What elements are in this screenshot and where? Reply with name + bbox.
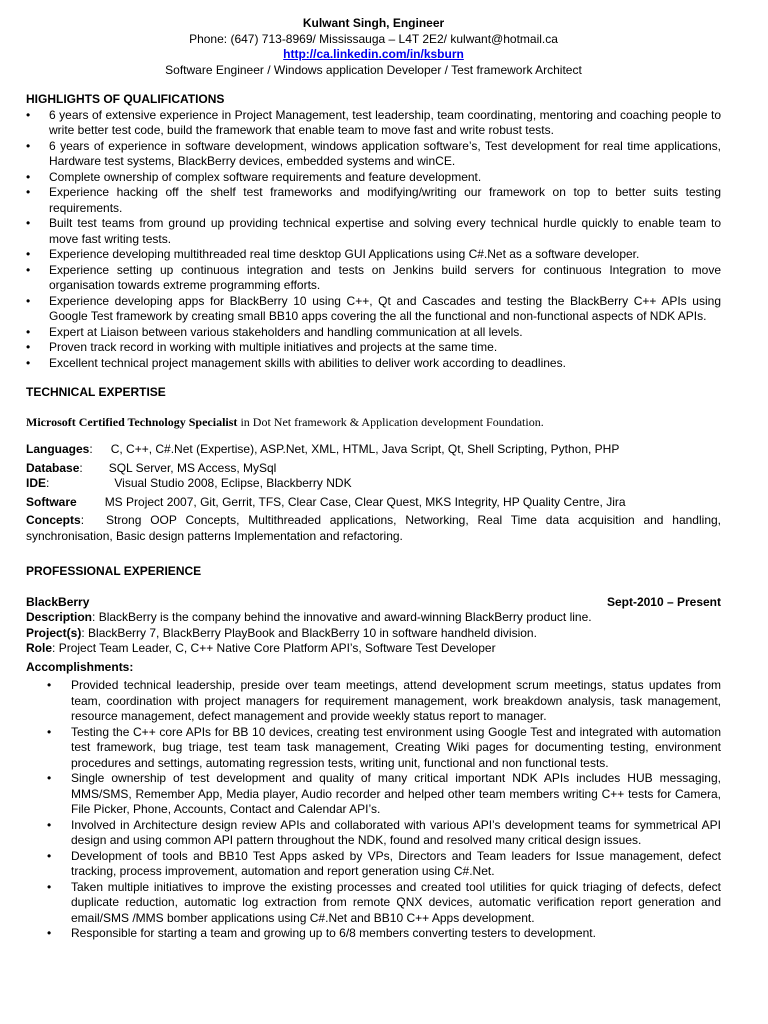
- list-item: • Taken multiple initiatives to improve the existing processes and created tool utilities for quick triaging of defects, defect duplicate reduction, automatic log extraction from remote QNX devices, automatic verification report generation and email/SMS /MMS bomber applications using C#.Net and BB10 C++ Apps development.: [26, 880, 721, 927]
- database-label: Database: [26, 460, 80, 475]
- ide-label: IDE: [26, 476, 47, 490]
- list-item: • Testing the C++ core APIs for BB 10 devices, creating test environment using Google Test and integrated with automation test framework, bug triage, test team task management, Creating Wiki pages for documenting testing, environment procedures and settings, automating regression tests, writing unit, functional and non functional tests.: [26, 725, 721, 772]
- job-projects: Project(s): BlackBerry 7, BlackBerry PlayBook and BlackBerry 10 in software handheld division.: [26, 625, 537, 640]
- concepts-value: Strong OOP Concepts, Multithreaded applications, Networking, Real Time data acquisition and handling, synchronisation, Basic design patterns Implementation and refactoring.: [26, 513, 721, 543]
- job-description: Description: BlackBerry is the company behind the innovative and award-winning BlackBerry product line.: [26, 610, 592, 624]
- certification-title: Microsoft Certified Technology Specialist: [26, 414, 238, 429]
- projects-value: BlackBerry 7, BlackBerry PlayBook and BlackBerry 10 in software handheld division.: [88, 625, 537, 640]
- role-label: Role: [26, 641, 53, 655]
- ide-row: IDE: Visual Studio 2008, Eclipse, Blackberry NDK: [26, 476, 352, 490]
- candidate-name: Kulwant Singh, Engineer: [302, 16, 445, 30]
- resume-header: [26, 16, 721, 78]
- languages-row: Languages: C, C++, C#.Net (Expertise), ASP.Net, XML, HTML, Java Script, Qt, Shell Scripting, Python, PHP: [26, 442, 620, 456]
- list-item: • Experience setting up continuous integration and tests on Jenkins build servers for continuous Integration to move organisation towards extreme programming efforts.: [26, 263, 721, 294]
- description-label: Description: [26, 610, 93, 624]
- job-role: Role: Project Team Leader, C, C++ Native Core Platform API’s, Software Test Developer: [26, 641, 496, 655]
- list-item: • Experience developing apps for BlackBerry 10 using C++, Qt and Cascades and testing the BlackBerry C++ APIs using Google Test framework by creating small BB10 apps covering the all the functional and non-functional aspects of NDK APIs.: [26, 294, 721, 325]
- accomplishments-label: Accomplishments:: [26, 659, 134, 674]
- ide-value: Visual Studio 2008, Eclipse, Blackberry NDK: [114, 476, 352, 490]
- list-item: • Involved in Architecture design review APIs and collaborated with various API’s development teams for symmetrical API design and using common API pattern throughout the NDK, found and resolved many critical design issues.: [26, 818, 721, 849]
- role-value: Project Team Leader, C, C++ Native Core Platform API’s, Software Test Developer: [58, 641, 496, 655]
- software-value: MS Project 2007, Git, Gerrit, TFS, Clear Case, Clear Quest, MKS Integrity, HP Quality Centre, Jira: [104, 494, 626, 509]
- list-item: • Provided technical leadership, preside over team meetings, attend development scrum meetings, status updates from team, coordination with project managers for requirement management, work breakdown analysis, task management, resource management, defect management and provide weekly status report to manager.: [26, 678, 721, 725]
- list-item: • 6 years of extensive experience in Project Management, test leadership, team coordinating, mentoring and coaching people to write better test code, build the framework that enable team to move fast and write robust tests.: [26, 108, 721, 139]
- accomplishments-list: [26, 678, 721, 942]
- job-dates: Sept-2010 – Present: [606, 594, 721, 609]
- list-item: • 6 years of experience in software development, windows application software’s, Test development for real time applications, Hardware test systems, BlackBerry devices, embedded systems and winCE.: [26, 139, 721, 170]
- certification: [26, 415, 721, 431]
- resume-page: [26, 16, 721, 942]
- certification-detail: in Dot Net framework & Application development Foundation.: [237, 414, 544, 429]
- section-title-highlights: HIGHLIGHTS OF QUALIFICATIONS: [26, 92, 225, 106]
- list-item: • Complete ownership of complex software requirements and feature development.: [26, 170, 721, 186]
- list-item: • Built test teams from ground up providing technical expertise and solving every technical hurdle quickly to enable team to move fast writing tests.: [26, 216, 721, 247]
- languages-label: Languages: [26, 442, 90, 456]
- database-value: SQL Server, MS Access, MySql: [108, 460, 277, 475]
- tagline: Software Engineer / Windows application Developer / Test framework Architect: [165, 62, 582, 77]
- company-name: BlackBerry: [26, 594, 90, 609]
- list-item: • Excellent technical project management skills with abilities to deliver work according to deadlines.: [26, 356, 721, 372]
- contact-line: Phone: (647) 713-8969/ Mississauga – L4T 2E2/ kulwant@hotmail.ca: [189, 31, 558, 46]
- languages-value: C, C++, C#.Net (Expertise), ASP.Net, XML, HTML, Java Script, Qt, Shell Scripting, Python, PHP: [110, 442, 620, 456]
- list-item: • Responsible for starting a team and growing up to 6/8 members converting testers to development.: [26, 926, 721, 942]
- section-title-experience: PROFESSIONAL EXPERIENCE: [26, 564, 202, 578]
- section-title-technical: TECHNICAL EXPERTISE: [26, 385, 166, 399]
- concepts-row: Concepts: Strong OOP Concepts, Multithreaded applications, Networking, Real Time data acquisition and handling, synchronisation, Basic design patterns Implementation and refactoring.: [26, 513, 721, 543]
- highlights-list: [26, 108, 721, 372]
- database-row: Database: SQL Server, MS Access, MySql: [26, 460, 277, 475]
- list-item: • Expert at Liaison between various stakeholders and handling communication at all levels.: [26, 325, 721, 341]
- projects-label: Project(s): [26, 625, 82, 640]
- list-item: • Proven track record in working with multiple initiatives and projects at the same time.: [26, 340, 721, 356]
- list-item: • Development of tools and BB10 Test Apps asked by VPs, Directors and Team leaders for Issue management, defect tracking, process improvement, automation and report generation using C#.Net.: [26, 849, 721, 880]
- concepts-label: Concepts: [26, 513, 81, 527]
- list-item: • Single ownership of test development and quality of many critical important NDK APIs includes HUB messaging, MMS/SMS, Remember App, Media player, Audio recorder and helped other team members writing C++ tests for Camera, File Picker, Phone, Accounts, Contact and Calendar API’s.: [26, 771, 721, 818]
- job-header: [26, 595, 721, 611]
- list-item: • Experience developing multithreaded real time desktop GUI Applications using C#.Net as a software developer.: [26, 247, 721, 263]
- list-item: • Experience hacking off the shelf test frameworks and modifying/writing our framework on top to better suits testing requirements.: [26, 185, 721, 216]
- software-row: [26, 495, 721, 511]
- software-label: Software: [26, 494, 77, 509]
- linkedin-link[interactable]: http://ca.linkedin.com/in/ksburn: [283, 47, 464, 61]
- description-value: BlackBerry is the company behind the innovative and award-winning BlackBerry product line.: [98, 610, 592, 624]
